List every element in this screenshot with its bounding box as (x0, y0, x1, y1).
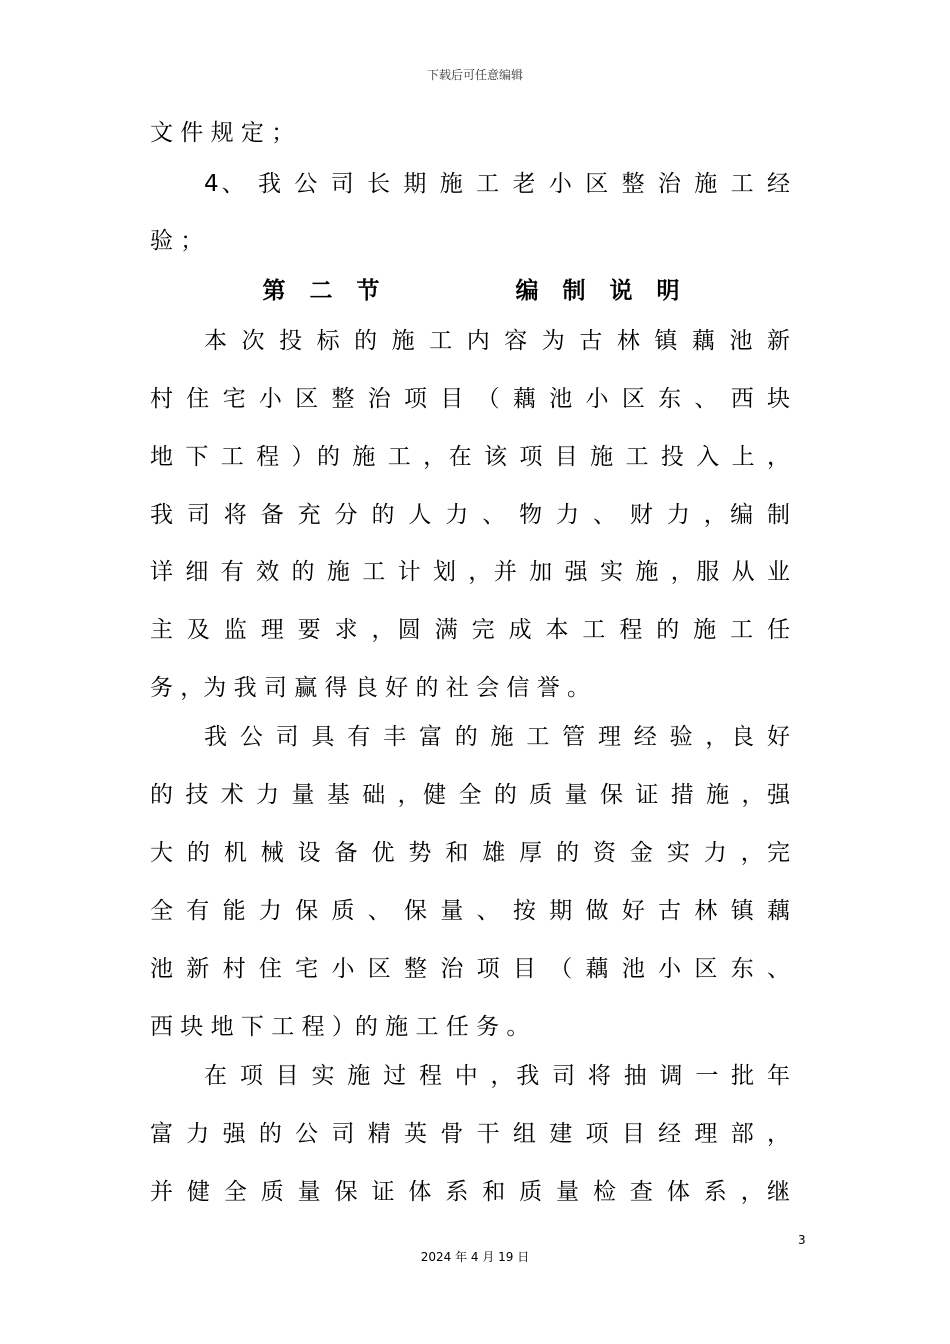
body-line: 验 ； (150, 228, 204, 254)
paragraph-line: 富 力 强 的 公 司 精 英 骨 干 组 建 项 目 经 理 部 ， (150, 1121, 790, 1147)
paragraph-line: 详 细 有 效 的 施 工 计 划 ，并 加 强 实 施 ，服 从 业 (150, 559, 790, 585)
body-line: 4、 我 公 司 长 期 施 工 老 小 区 整 治 施 工 经 (204, 171, 790, 197)
paragraph-line: 地 下 工 程 ）的 施 工 ，在 该 项 目 施 工 投 入 上 ， (150, 444, 790, 470)
page-number: 3 (798, 1233, 806, 1247)
paragraph-line: 我 公 司 具 有 丰 富 的 施 工 管 理 经 验 ，良 好 (204, 724, 790, 750)
paragraph-line: 我 司 将 备 充 分 的 人 力 、 物 力 、 财 力 ，编 制 (150, 502, 790, 528)
paragraph-line: 村 住 宅 小 区 整 治 项 目 （ 藕 池 小 区 东 、 西 块 (150, 386, 790, 412)
paragraph-line: 本 次 投 标 的 施 工 内 容 为 古 林 镇 藕 池 新 (204, 328, 790, 354)
paragraph-line: 主 及 监 理 要 求 ，圆 满 完 成 本 工 程 的 施 工 任 (150, 617, 790, 643)
page-header: 下载后可任意编辑 (426, 68, 523, 82)
body-line: 文 件 规 定 ； (150, 120, 295, 146)
paragraph-line: 的 技 术 力 量 基 础 ，健 全 的 质 量 保 证 措 施 ，强 (150, 782, 790, 808)
paragraph-line: 务 ，为 我 司 赢 得 良 好 的 社 会 信 誉 。 (150, 675, 591, 701)
paragraph-line: 大 的 机 械 设 备 优 势 和 雄 厚 的 资 金 实 力 ，完 (150, 840, 790, 866)
paragraph-line: 在 项 目 实 施 过 程 中 ，我 司 将 抽 调 一 批 年 (204, 1063, 790, 1089)
section-title: 第 二 节 编 制 说 明 (262, 278, 688, 304)
paragraph-line: 池 新 村 住 宅 小 区 整 治 项 目 （ 藕 池 小 区 东 、 (150, 956, 790, 982)
paragraph-line: 并 健 全 质 量 保 证 体 系 和 质 量 检 查 体 系 ，继 (150, 1179, 790, 1205)
paragraph-line: 全 有 能 力 保 质 、 保 量 、 按 期 做 好 古 林 镇 藕 (150, 898, 790, 924)
paragraph-line: 西 块 地 下 工 程 ）的 施 工 任 务 。 (150, 1014, 530, 1040)
footer-date: 2024 年 4 月 19 日 (420, 1250, 530, 1264)
